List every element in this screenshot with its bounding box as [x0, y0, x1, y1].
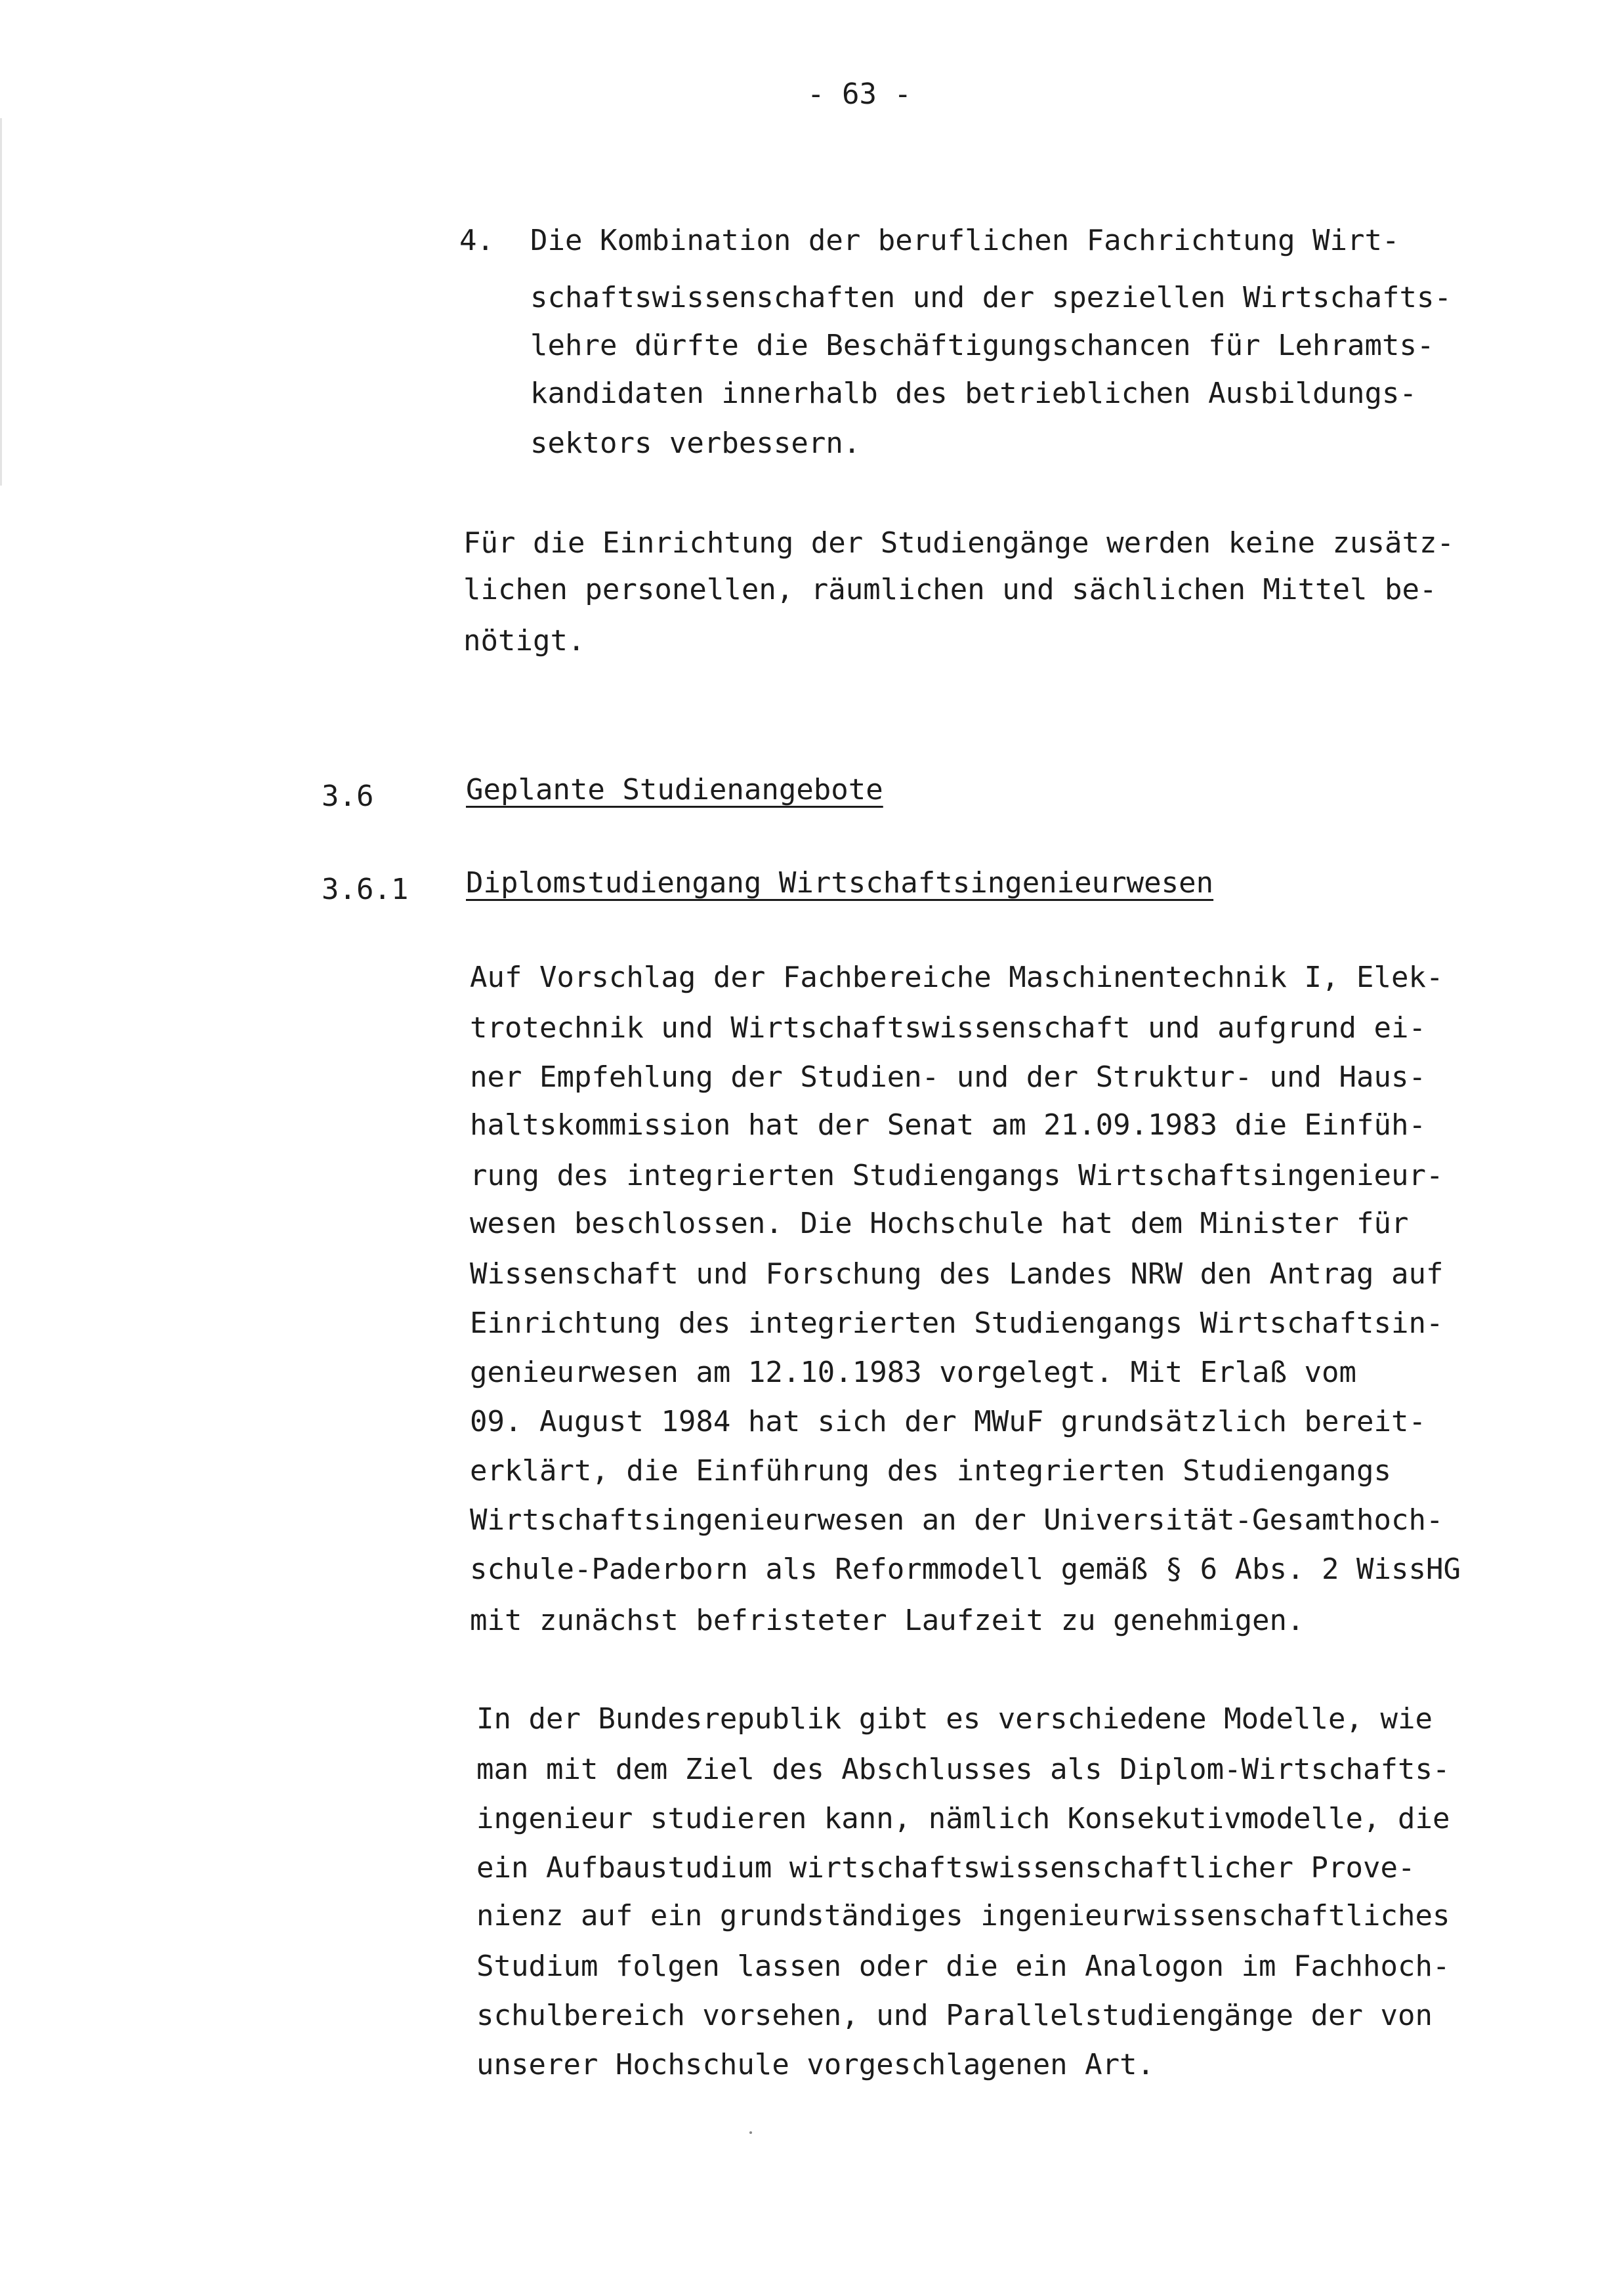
text-line: ein Aufbaustudium wirtschaftswissenschaftlicher Prove- — [476, 1851, 1415, 1885]
text-line: nötigt. — [463, 624, 585, 657]
text-line: schaftswissenschaften und der speziellen Wirtschafts- — [530, 281, 1452, 314]
text-line: erklärt, die Einführung des integrierten Studiengangs — [470, 1454, 1391, 1488]
text-line: Wirtschaftsingenieurwesen an der Universität-Gesamthoch- — [470, 1503, 1444, 1537]
text-line: haltskommission hat der Senat am 21.09.1983 die Einfüh- — [470, 1108, 1426, 1142]
text-line: nienz auf ein grundständiges ingenieurwissenschaftliches — [476, 1899, 1450, 1932]
text-line: genieurwesen am 12.10.1983 vorgelegt. Mit Erlaß vom — [470, 1356, 1357, 1389]
text-line: 09. August 1984 hat sich der MWuF grundsätzlich bereit- — [470, 1405, 1426, 1438]
text-line: sektors verbessern. — [530, 427, 861, 460]
text-line: lichen personellen, räumlichen und sächlichen Mittel be- — [463, 573, 1437, 606]
text-line: wesen beschlossen. Die Hochschule hat dem Minister für — [470, 1207, 1409, 1240]
section-3-6-1-title: Diplomstudiengang Wirtschaftsingenieurwesen — [466, 866, 1214, 900]
text-line: ingenieur studieren kann, nämlich Konsekutivmodelle, die — [476, 1802, 1450, 1835]
text-line: schule-Paderborn als Reformmodell gemäß § 6 Abs. 2 WissHG — [470, 1553, 1461, 1586]
text-line: unserer Hochschule vorgeschlagenen Art. — [476, 2048, 1155, 2081]
text-line: Auf Vorschlag der Fachbereiche Maschinentechnik I, Elek- — [470, 961, 1444, 994]
text-line: Die Kombination der beruflichen Fachrichtung Wirt- — [530, 224, 1400, 257]
text-line: Studium folgen lassen oder die ein Analogon im Fachhoch- — [476, 1950, 1450, 1983]
section-3-6-1-number: 3.6.1 — [322, 873, 409, 906]
text-line: Für die Einrichtung der Studiengänge werden keine zusätz- — [463, 526, 1454, 560]
text-line: ner Empfehlung der Studien- und der Struktur- und Haus- — [470, 1060, 1426, 1094]
text-line: mit zunächst befristeter Laufzeit zu genehmigen. — [470, 1604, 1305, 1637]
scan-speck — [749, 2131, 752, 2134]
text-line: rung des integrierten Studiengangs Wirtschaftsingenieur- — [470, 1159, 1444, 1192]
text-line: man mit dem Ziel des Abschlusses als Diplom-Wirtschafts- — [476, 1753, 1450, 1786]
text-line: In der Bundesrepublik gibt es verschiedene Modelle, wie — [476, 1702, 1433, 1736]
section-3-6-number: 3.6 — [322, 780, 374, 813]
text-line: kandidaten innerhalb des betrieblichen Ausbildungs- — [530, 377, 1417, 410]
text-line: schulbereich vorsehen, und Parallelstudiengänge der von — [476, 1999, 1433, 2032]
text-line: Wissenschaft und Forschung des Landes NRW den Antrag auf — [470, 1257, 1444, 1291]
section-3-6-title: Geplante Studienangebote — [466, 773, 883, 806]
text-line: lehre dürfte die Beschäftigungschancen für Lehramts- — [530, 329, 1435, 362]
item-4-number: 4. — [459, 224, 494, 257]
text-line: Einrichtung des integrierten Studiengangs Wirtschaftsin- — [470, 1306, 1444, 1340]
scan-edge-shadow — [0, 118, 2, 486]
text-line: trotechnik und Wirtschaftswissenschaft und aufgrund ei- — [470, 1011, 1426, 1045]
page-number: - 63 - — [807, 77, 911, 111]
